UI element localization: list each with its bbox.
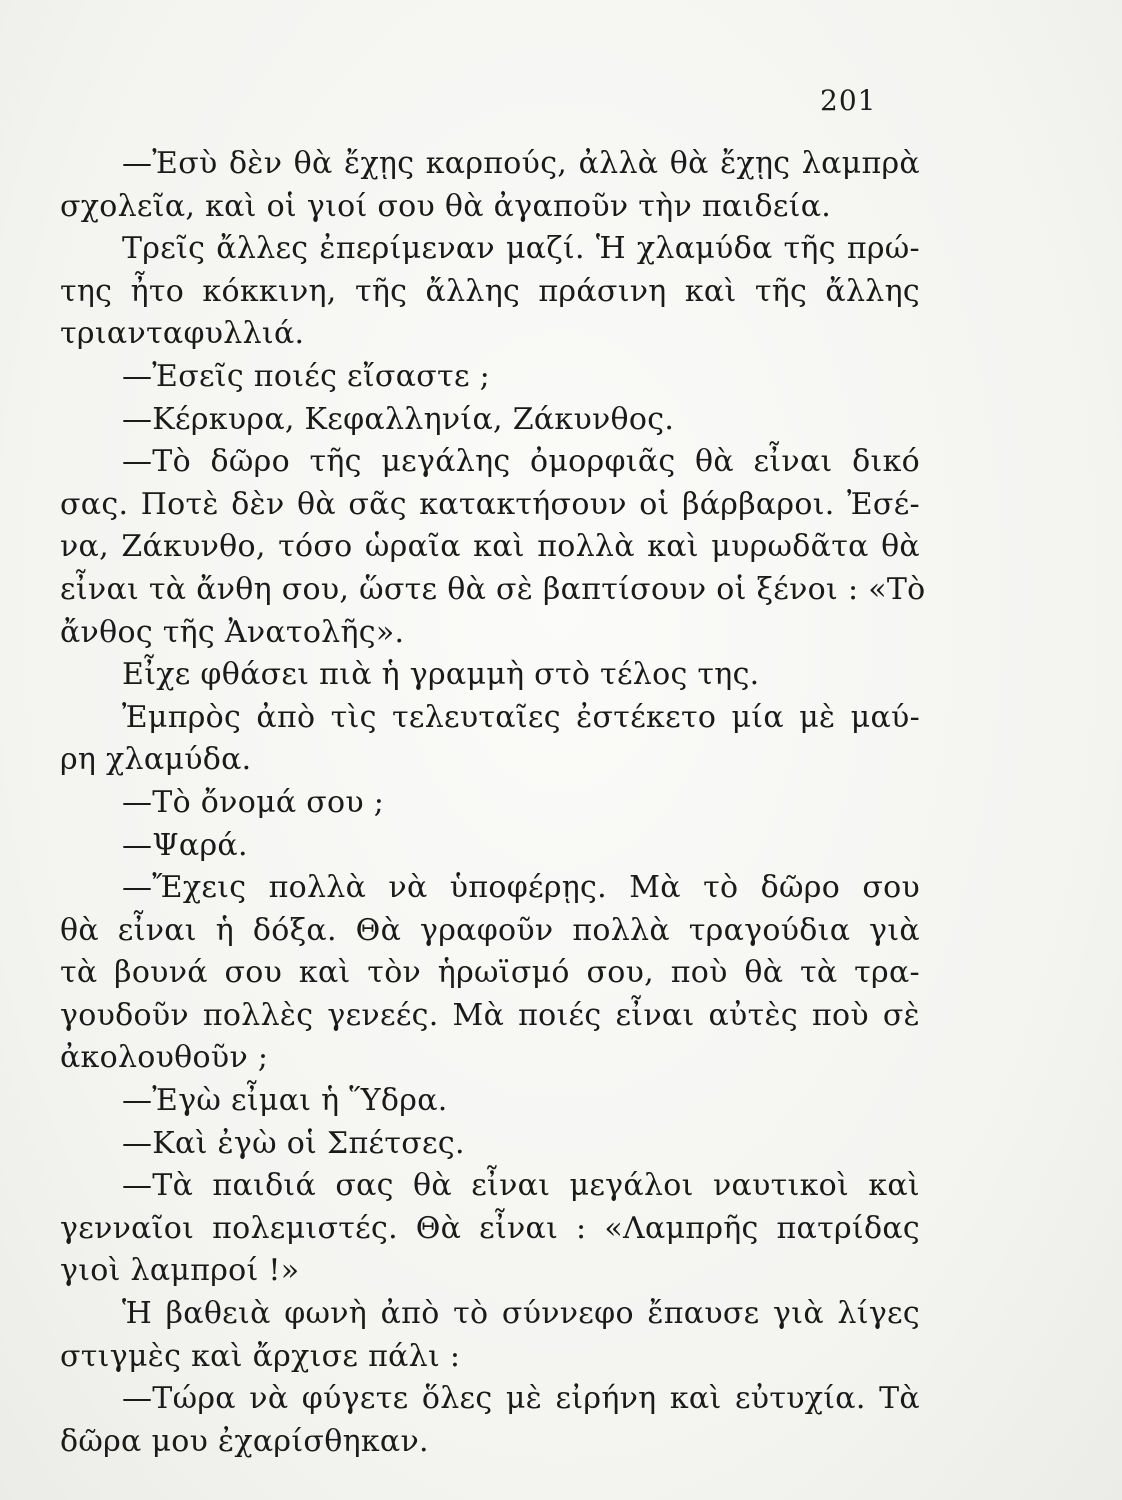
text-line: —Ψαρά. xyxy=(122,827,248,863)
text-line: τὰ βουνά σου καὶ τὸν ἡρωϊσμό σου, ποὺ θὰ τὰ τρα- xyxy=(60,955,920,991)
text-line: ρη χλαμύδα. xyxy=(60,742,252,778)
text-line: δῶρα μου ἐχαρίσθηκαν. xyxy=(60,1423,429,1459)
text-line: ἄνθος τῆς Ἀνατολῆς». xyxy=(60,614,405,650)
text-line: Τρεῖς ἄλλες ἐπερίμεναν μαζί. Ἡ χλαμύδα τῆς πρώ- xyxy=(122,231,920,267)
text-line: —Ἐσὺ δὲν θὰ ἔχῃς καρπούς, ἀλλὰ θὰ ἔχῃς λαμπρὰ xyxy=(122,146,920,181)
text-line: γενναῖοι πολεμιστές. Θὰ εἶναι : «Λαμπρῆς πατρίδας xyxy=(60,1210,920,1246)
text-line: εἶναι τὰ ἄνθη σου, ὥστε θὰ σὲ βαπτίσουν οἱ ξένοι : «Τὸ xyxy=(60,571,926,607)
text-line: θὰ εἶναι ἡ δόξα. Θὰ γραφοῦν πολλὰ τραγούδια γιὰ xyxy=(60,912,920,948)
text-line: Ἐμπρὸς ἀπὸ τὶς τελευταῖες ἐστέκετο μία μὲ μαύ- xyxy=(122,699,920,735)
text-line: σας. Ποτὲ δὲν θὰ σᾶς κατακτήσουν οἱ βάρβαροι. Ἐσέ- xyxy=(60,486,920,522)
text-line: τριανταφυλλιά. xyxy=(60,316,305,352)
body-text xyxy=(60,143,926,1463)
text-line: —Κέρκυρα, Κεφαλληνία, Ζάκυνθος. xyxy=(122,401,675,437)
text-line: γουδοῦν πολλὲς γενεές. Μὰ ποιές εἶναι αὐτὲς ποὺ σὲ xyxy=(60,997,920,1033)
text-line: στιγμὲς καὶ ἄρχισε πάλι : xyxy=(60,1338,461,1374)
text-line: —Καὶ ἐγὼ οἱ Σπέτσες. xyxy=(122,1125,465,1161)
text-line: —Τὸ δῶρο τῆς μεγάλης ὀμορφιᾶς θὰ εἶναι δικό xyxy=(122,444,920,480)
text-line: —Τὸ ὄνομά σου ; xyxy=(122,784,385,820)
text-line: Εἶχε φθάσει πιὰ ἡ γραμμὴ στὸ τέλος της. xyxy=(122,657,760,693)
text-line: —Ἐσεῖς ποιές εἴσαστε ; xyxy=(122,358,491,394)
text-line: να, Ζάκυνθο, τόσο ὡραῖα καὶ πολλὰ καὶ μυρωδᾶτα θὰ xyxy=(60,529,920,565)
text-line: της ἦτο κόκκινη, τῆς ἄλλης πράσινη καὶ τῆς ἄλλης xyxy=(60,273,920,309)
text-line: —Ἐγὼ εἶμαι ἡ Ὕδρα. xyxy=(122,1083,448,1119)
text-line: —Τώρα νὰ φύγετε ὅλες μὲ εἰρήνη καὶ εὐτυχία. Τὰ xyxy=(122,1381,920,1417)
text-line: Ἡ βαθειὰ φωνὴ ἀπὸ τὸ σύννεφο ἔπαυσε γιὰ λίγες xyxy=(122,1296,920,1332)
text-line: —Ἔχεις πολλὰ νὰ ὑποφέρῃς. Μὰ τὸ δῶρο σου xyxy=(122,870,920,906)
text-line: γιοὶ λαμπροί !» xyxy=(60,1253,300,1289)
text-line: ἀκολουθοῦν ; xyxy=(60,1040,269,1076)
page-number: 201 xyxy=(820,84,877,117)
text-line: σχολεῖα, καὶ οἱ γιοί σου θὰ ἀγαποῦν τὴν παιδεία. xyxy=(60,188,832,224)
text-line: —Τὰ παιδιά σας θὰ εἶναι μεγάλοι ναυτικοὶ καὶ xyxy=(122,1168,920,1204)
